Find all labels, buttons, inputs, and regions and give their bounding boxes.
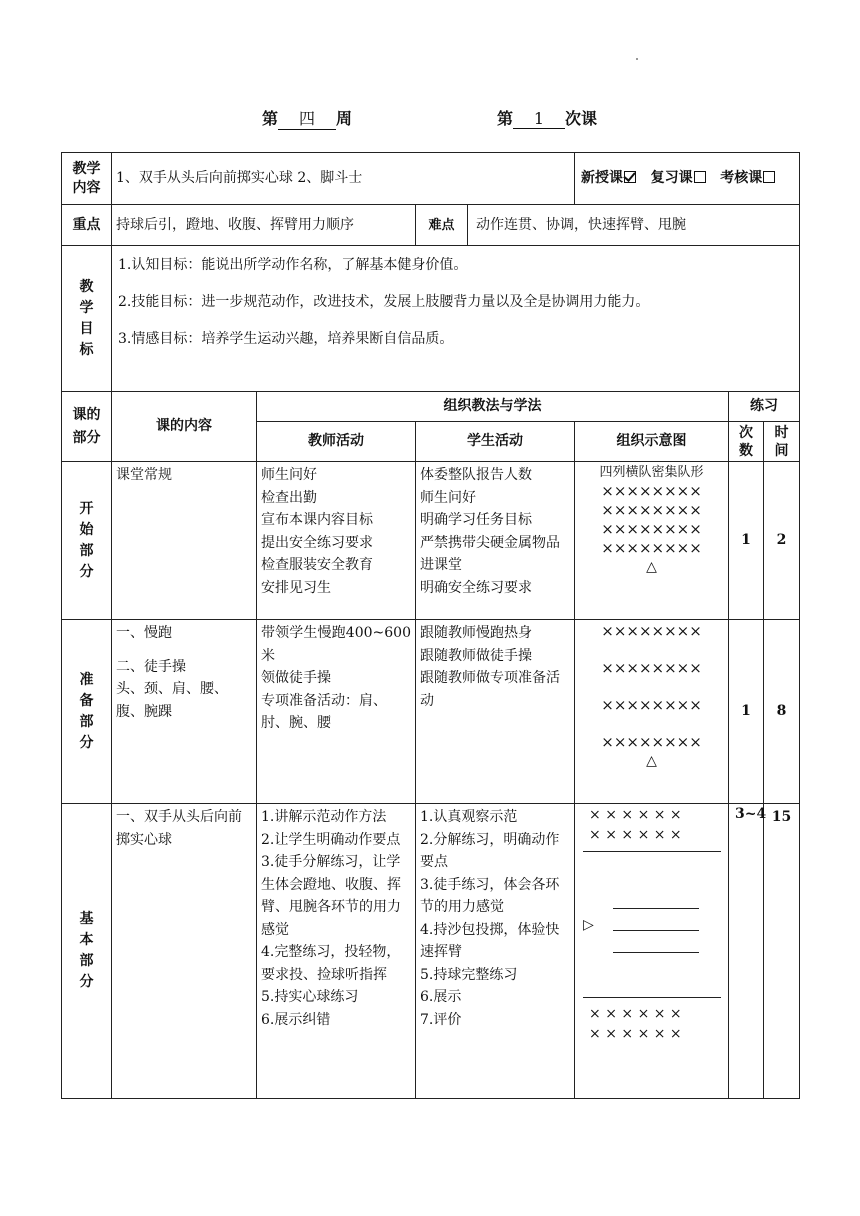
type-assess[interactable]: 考核课 — [720, 170, 775, 186]
start-teacher: 师生问好 检查出勤 宣布本课内容目标 提出安全练习要求 检查服装安全教育 安排见习生 — [257, 462, 416, 620]
lesson-header — [0, 106, 860, 130]
basic-student: 1.认真观察示范 2.分解练习，明确动作要点 3.徒手练习，体会各环节的用力感觉 4.持沙包投掷，体验快速挥臂 5.持球完整练习 6.展示 7.评价 — [416, 804, 575, 1099]
objective-item: 1.认知目标：能说出所学动作名称，了解基本健身价值。 — [118, 257, 468, 273]
teacher-marker-icon: △ — [646, 559, 657, 575]
prep-student: 跟随教师慢跑热身 跟随教师做徒手操 跟随教师做专项准备活动 — [416, 620, 575, 804]
checkbox-empty-icon — [763, 171, 775, 183]
student-header: 学生活动 — [416, 422, 575, 462]
start-section — [62, 462, 800, 620]
throw-line — [583, 851, 721, 852]
basic-teacher: 1.讲解示范动作方法 2.让学生明确动作要点 3.徒手分解练习，让学生体会蹬地、收腹、挥臂、甩腕各环节的用力感觉 4.完整练习，投轻物，要求投、捡球听指挥 5.持实心球练习 6.展示纠错 — [257, 804, 416, 1099]
duration-header: 时 间 — [764, 422, 800, 462]
basic-part-label: 基 本 部 分 — [62, 804, 112, 1099]
content-header: 课的内容 — [112, 392, 257, 462]
content-value: 1、双手从头后向前掷实心球 2、脚斗士 — [112, 153, 575, 205]
objectives-list — [112, 246, 800, 392]
key-value: 持球后引，蹬地、收腹、挥臂用力顺序 — [112, 205, 416, 246]
distance-line — [613, 930, 699, 931]
start-student: 体委整队报告人数 师生问好 明确学习任务目标 严禁携带尖硬金属物品进课堂 明确安全练习要求 — [416, 462, 575, 620]
basic-duration: 15 — [764, 804, 800, 1099]
start-diagram: 四列横队密集队形 ×××××××× ×××××××× ×××××××× ×××××××× △ — [575, 462, 729, 620]
prep-section — [62, 620, 800, 804]
start-duration: 2 — [764, 462, 800, 620]
start-times: 1 — [729, 462, 764, 620]
formation-row: ×××××××× — [601, 659, 702, 677]
distance-line — [613, 908, 699, 909]
page-speck — [636, 58, 638, 60]
times-header: 次 数 — [729, 422, 764, 462]
lesson-plan-table — [61, 152, 800, 1099]
checkbox-checked-icon — [624, 171, 636, 183]
formation-row: ×××××××× — [601, 622, 702, 640]
type-new[interactable]: 新授课 — [581, 170, 636, 186]
formation-row: ×××××××× — [601, 539, 702, 557]
key-label: 重点 — [62, 205, 112, 246]
formation-row: × × × × × × — [589, 807, 682, 823]
formation-row: ×××××××× — [601, 696, 702, 714]
distance-line — [613, 952, 699, 953]
teacher-position-icon: ▷ — [583, 917, 594, 933]
formation-row: ×××××××× — [601, 520, 702, 538]
prep-content: 一、慢跑 二、徒手操 头、颈、肩、腰、腹、腕踝 — [112, 620, 257, 804]
basic-times: 3~4 — [729, 804, 764, 1099]
teacher-header: 教师活动 — [257, 422, 416, 462]
basic-diagram — [575, 804, 729, 1099]
type-review[interactable]: 复习课 — [651, 170, 706, 186]
formation-row: × × × × × × — [589, 1026, 682, 1042]
lesson-value: 1 — [513, 109, 565, 129]
formation-row: ×××××××× — [601, 482, 702, 500]
throw-line — [583, 997, 721, 998]
basic-section — [62, 804, 800, 1099]
method-header: 组织教法与学法 — [257, 392, 729, 422]
content-row — [62, 153, 800, 205]
key-row — [62, 205, 800, 246]
difficulty-label: 难点 — [416, 205, 468, 245]
diagram-header: 组织示意图 — [575, 422, 729, 462]
formation-row: × × × × × × — [589, 1006, 682, 1022]
prep-times: 1 — [729, 620, 764, 804]
content-label: 教学 内容 — [62, 153, 112, 205]
part-header: 课的 部分 — [62, 392, 112, 462]
prep-duration: 8 — [764, 620, 800, 804]
objectives-label: 教 学 目 标 — [62, 246, 112, 392]
header-row-1 — [62, 392, 800, 422]
difficulty-cell — [416, 205, 800, 246]
start-content: 课堂常规 — [112, 462, 257, 620]
difficulty-value: 动作连贯、协调，快速挥臂、甩腕 — [476, 216, 686, 233]
practice-header: 练习 — [729, 392, 800, 422]
formation-row: × × × × × × — [589, 827, 682, 843]
checkbox-empty-icon — [694, 171, 706, 183]
prep-diagram — [575, 620, 729, 804]
basic-content: 一、双手从头后向前掷实心球 — [112, 804, 257, 1099]
formation-row: ×××××××× — [601, 501, 702, 519]
start-part-label: 开 始 部 分 — [62, 462, 112, 620]
formation-row: ×××××××× — [601, 733, 702, 751]
lesson-number-label: 第 1 次课 — [497, 109, 598, 128]
week-label: 第 四 周 — [262, 106, 352, 130]
week-value: 四 — [278, 106, 336, 130]
lesson-type-options — [575, 153, 800, 205]
teacher-marker-icon: △ — [646, 753, 657, 769]
prep-part-label: 准 备 部 分 — [62, 620, 112, 804]
objective-item: 3.情感目标：培养学生运动兴趣，培养果断自信品质。 — [118, 331, 454, 347]
objectives-row — [62, 246, 800, 392]
objective-item: 2.技能目标：进一步规范动作，改进技术，发展上肢腰背力量以及全是协调用力能力。 — [118, 294, 650, 310]
prep-teacher: 带领学生慢跑400~600米 领做徒手操 专项准备活动：肩、肘、腕、腰 — [257, 620, 416, 804]
